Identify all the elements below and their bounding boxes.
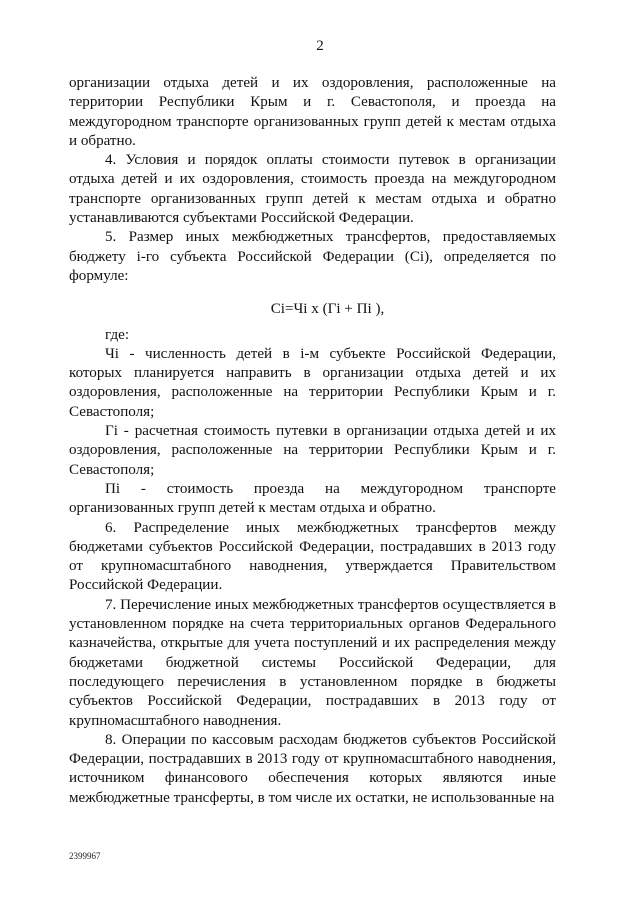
- document-code: 2399967: [69, 851, 101, 861]
- definition-chi: Чi - численность детей в i-м субъекте Российской Федерации, которых планируется направить в организации отдыха детей и их оздоровления, расположенные на территории Республики Крым и г. Севастополя;: [69, 345, 556, 420]
- paragraph-item-7: 7. Перечисление иных межбюджетных трансфертов осуществляется в установленном порядке на счета территориальных органов Федерального казначейства, открытые для учета поступлений и их распределения между бюджетами бюджетной системы Российской Федерации, для последующего перечисления в установленном порядке в бюджеты субъектов Российской Федерации, пострадавших в 2013 году от крупномасштабного наводнения.: [69, 596, 556, 729]
- document-body: [69, 74, 556, 808]
- definition-gi: Гi - расчетная стоимость путевки в организации отдыха детей и их оздоровления, расположенные на территории Республики Крым и г. Севастополя;: [69, 423, 556, 478]
- paragraph-item-4: 4. Условия и порядок оплаты стоимости путевок в организации отдыха детей и их оздоровления, стоимость проезда на междугородном транспорте организованных групп детей к местам отдыха и обратно устанавливаются субъектами Российской Федерации.: [69, 152, 556, 227]
- paragraph-item-8: 8. Операции по кассовым расходам бюджетов субъектов Российской Федерации, пострадавших в 2013 году от крупномасштабного наводнения, источником финансового обеспечения которых являются иные межбюджетные трансферты, в том числе их остатки, не использованные на: [69, 731, 556, 806]
- paragraph-item-5: 5. Размер иных межбюджетных трансфертов, предоставляемых бюджету i-го субъекта Российской Федерации (Сi), определяется по формуле:: [69, 229, 556, 284]
- paragraph-continuation: организации отдыха детей и их оздоровления, расположенные на территории Республики Крым и г. Севастополя, и проезда на междугородном транспорте организованных групп детей к местам отдыха и обратно.: [69, 75, 556, 149]
- paragraph-item-6: 6. Распределение иных межбюджетных трансфертов между бюджетами субъектов Российской Федерации, пострадавших в 2013 году от крупномасштабного наводнения, утверждается Правительством Российской Федерации.: [69, 519, 556, 594]
- page-number: 2: [316, 38, 324, 54]
- formula: Сi=Чi х (Гi + Пi ),: [270, 301, 385, 318]
- definition-pi: Пi - стоимость проезда на междугородном транспорте организованных групп детей к местам отдыха и обратно.: [69, 480, 556, 517]
- where-label: где:: [105, 326, 130, 343]
